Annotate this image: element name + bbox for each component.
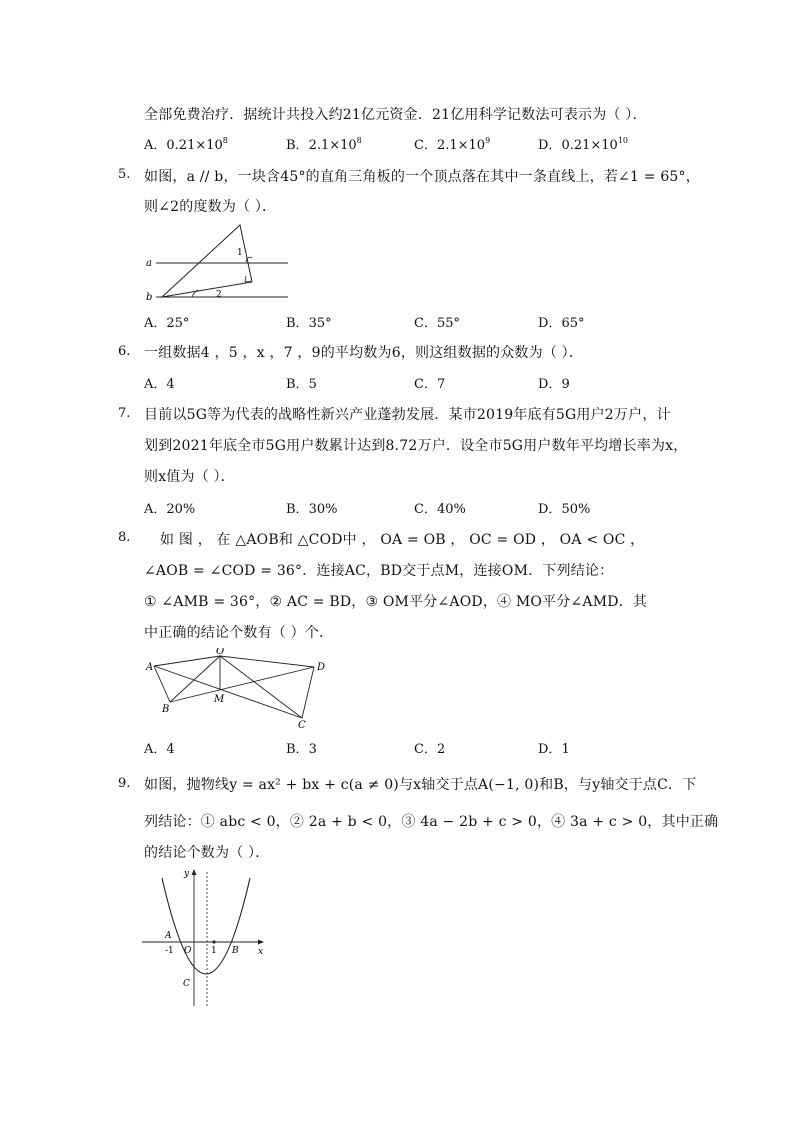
q5-figure [142,222,302,308]
label-B: B [162,704,170,715]
q5-number: 5. [118,167,131,182]
q7-line3: 则x值为（ ）． [144,469,235,485]
q7-option-c: C．40% [414,502,466,517]
label-a: a [146,258,152,269]
label-A: A [165,931,172,941]
q5-option-a: A．25° [144,316,190,331]
q9-number: 9. [118,776,131,791]
label-O: O [216,648,225,657]
q6-option-c: C．7 [414,377,446,392]
label-C: C [183,979,190,989]
q9-line1: 如图，抛物线y = ax² + bx + c(a ≠ 0)与x轴交于点A(−1, 0)和B，与y轴交于点C．下 [144,777,697,793]
label-O: O [184,946,192,956]
triangle-ruler [162,225,252,297]
label-b: b [146,292,153,303]
label-C: C [298,720,306,730]
label-minus1: -1 [165,946,174,956]
q8-number: 8. [118,530,131,545]
q6-number: 6. [118,344,131,359]
label-B: B [232,946,239,956]
q7-option-d: D．50% [538,502,591,517]
label-y: y [184,869,190,879]
q8-figure [140,648,340,730]
q4-option-c: C．$2.1\times 10^9$ [414,136,491,153]
q5-line2: 则∠2的度数为（ ）． [144,199,277,215]
q4-option-b: B．$2.1\times 10^8$ [286,136,362,153]
q6-option-d: D．9 [538,377,570,392]
q8-option-d: D．1 [538,742,570,757]
parabola [162,878,250,974]
q7-number: 7. [118,406,131,421]
q6-option-b: B．5 [286,377,317,392]
q7-option-a: A．20% [144,502,196,517]
q9-figure [138,860,278,1010]
q8-line1: 如 图 ， 在 △AOB和 △COD中 ， OA = OB ， OC = OD ， OA < OC ， [160,532,645,548]
label-x: x [258,947,264,957]
label-angle-1: 1 [237,248,243,258]
q8-option-b: B．3 [286,742,317,757]
q4-text: 全部免费治疗．据统计共投入约21亿元资金．21亿用科学记数法可表示为（ ）． [144,107,647,123]
q5-line1: 如图，a // b，一块含45°的直角三角板的一个顶点落在其中一条直线上，若∠1 = 65°， [144,169,700,185]
point-one [212,940,215,943]
q6-line1: 一组数据4 ，5 ，x ，7 ，9的平均数为6，则这组数据的众数为（ ）． [144,345,584,361]
q7-line2: 划到2021年底全市5G用户数累计达到8.72万户．设全市5G用户数年平均增长率为x， [144,438,688,454]
q9-line2: 列结论：① abc < 0，② 2a + b < 0，③ 4a − 2b + c > 0，④ 3a + c > 0，其中正确 [144,814,719,830]
label-angle-2: 2 [216,290,222,300]
q8-option-c: C．2 [414,742,446,757]
y-axis-arrow [192,869,197,875]
label-one: 1 [211,946,217,956]
q6-option-a: A．4 [144,377,175,392]
q4-option-d: D．$0.21\times 10^{10}$ [538,136,629,153]
q8-line2: ∠AOB = ∠COD = 36°．连接AC，BD交于点M，连接OM．下列结论： [144,563,614,579]
q8-option-a: A．4 [144,742,175,757]
q9-line3: 的结论个数为（ ）． [144,845,270,861]
q5-option-d: D．65° [538,316,585,331]
q7-line1: 目前以5G等为代表的战略性新兴产业蓬勃发展．某市2019年底有5G用户2万户，计 [144,407,671,423]
x-axis-arrow [258,940,264,945]
q8-line3: ① ∠AMB = 36°，② AC = BD，③ OM平分∠AOD，④ MO平分∠AMD．其 [144,594,648,610]
q4-option-a: A．$0.21\times 10^8$ [144,136,228,153]
q7-option-b: B．30% [286,502,338,517]
q8-line4: 中正确的结论个数有（ ）个． [144,625,334,641]
label-A: A [146,662,154,673]
label-D: D [317,662,326,673]
right-angle-mark [245,276,251,282]
q5-option-c: C．55° [414,316,460,331]
q5-option-b: B．35° [286,316,332,331]
label-M: M [214,694,225,705]
